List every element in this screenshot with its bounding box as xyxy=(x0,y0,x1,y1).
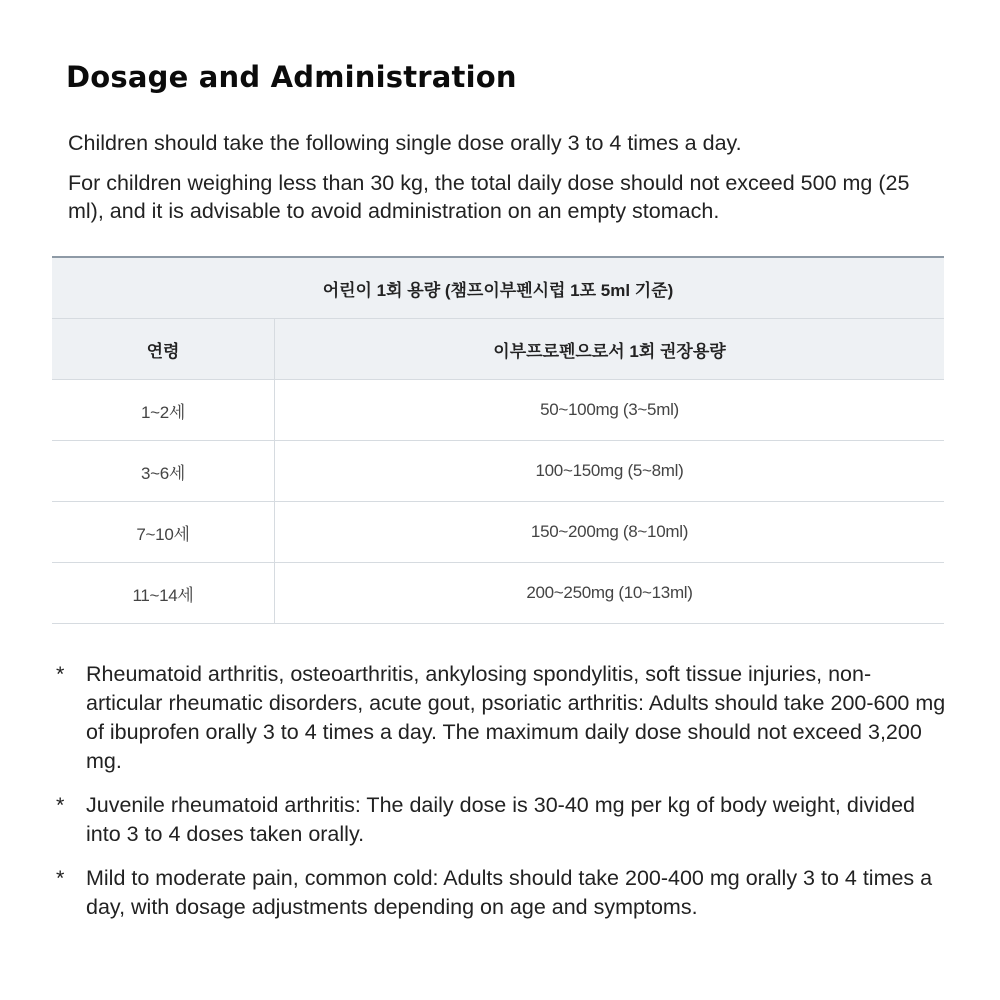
asterisk-marker: * xyxy=(56,866,65,890)
cell-dose: 200~250mg (10~13ml) xyxy=(275,563,945,624)
table-header-row xyxy=(52,319,944,380)
cell-age: 1~2세 xyxy=(52,380,275,441)
page-title: Dosage and Administration xyxy=(66,60,517,94)
note-text: Rheumatoid arthritis, osteoarthritis, ankylosing spondylitis, soft tissue injuries, non-articular rheumatic disorders, acute gout, psoriatic arthritis: Adults should take 200-600 mg of ibuprofen orally 3 to 4 times a day. The maximum daily dose should not exceed 3,200 mg. xyxy=(86,662,946,773)
cell-age: 7~10세 xyxy=(52,502,275,563)
asterisk-marker: * xyxy=(56,662,65,686)
table-caption: 어린이 1회 용량 (챔프이부펜시럽 1포 5ml 기준) xyxy=(52,257,944,319)
table-row xyxy=(52,502,944,563)
cell-dose: 50~100mg (3~5ml) xyxy=(275,380,945,441)
table-row xyxy=(52,380,944,441)
note-text: Mild to moderate pain, common cold: Adults should take 200-400 mg orally 3 to 4 times a day, with dosage adjustments depending on age and symptoms. xyxy=(86,866,933,919)
cell-age: 3~6세 xyxy=(52,441,275,502)
note-text: Juvenile rheumatoid arthritis: The daily dose is 30-40 mg per kg of body weight, divided into 3 to 4 doses taken orally. xyxy=(86,793,915,846)
asterisk-marker: * xyxy=(56,793,65,817)
table-caption-row xyxy=(52,257,944,319)
header-age: 연령 xyxy=(52,319,275,380)
intro-paragraph-limit: For children weighing less than 30 kg, the total daily dose should not exceed 500 mg (25 ml), and it is advisable to avoid administration on an empty stomach. xyxy=(68,171,910,223)
cell-dose: 100~150mg (5~8ml) xyxy=(275,441,945,502)
cell-age: 11~14세 xyxy=(52,563,275,624)
cell-dose: 150~200mg (8~10ml) xyxy=(275,502,945,563)
intro-paragraph-frequency: Children should take the following single dose orally 3 to 4 times a day. xyxy=(68,131,742,155)
notes-list xyxy=(56,660,946,937)
header-recommended-dose: 이부프로펜으로서 1회 권장용량 xyxy=(275,319,945,380)
table-row xyxy=(52,441,944,502)
note-item-juvenile xyxy=(56,791,946,849)
note-item-rheumatic xyxy=(56,660,946,776)
note-item-pain-cold xyxy=(56,864,946,922)
table-row xyxy=(52,563,944,624)
dosage-table xyxy=(52,256,944,624)
